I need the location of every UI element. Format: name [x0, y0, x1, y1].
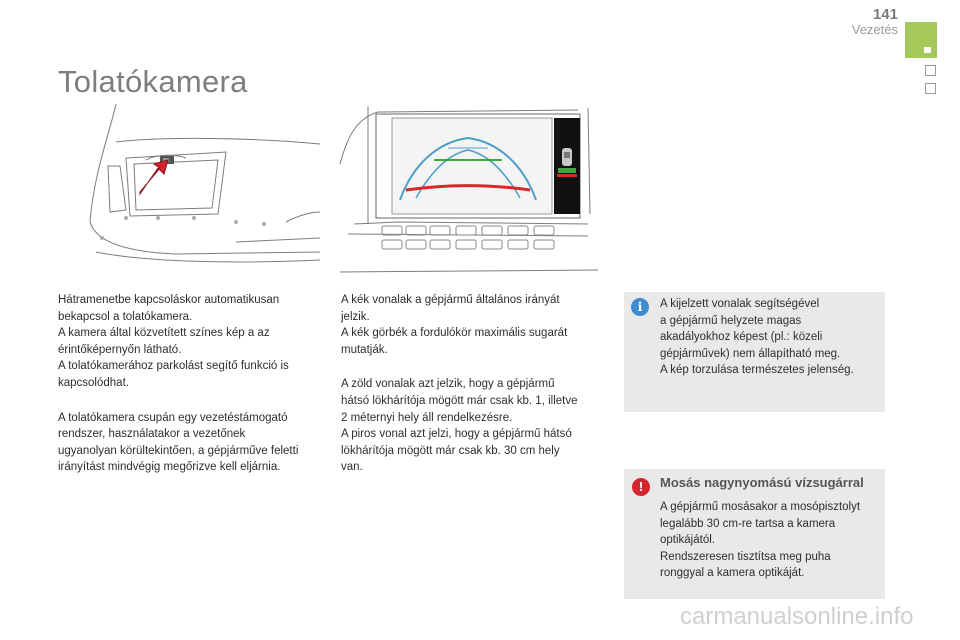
text-line: A kamera által közvetített színes kép a az [58, 327, 270, 340]
info-text [660, 296, 880, 379]
chapter-tab [905, 22, 937, 58]
watermark: carmanualsonline.info [680, 603, 914, 630]
text-line: rendszer, használatakor a vezetőnek [58, 428, 246, 441]
text-line: optikájától. [660, 534, 715, 547]
text-line: A kék görbék a fordulókör maximális sugarát [341, 327, 568, 340]
arrow-icon [140, 160, 168, 194]
text-line: bekapcsol a tolatókamera. [58, 310, 193, 323]
car-rear-camera-illustration [86, 102, 320, 278]
text-line: legalább 30 cm-re tartsa a kamera [660, 517, 836, 530]
text-line: A kék vonalak a gépjármű általános irányát [341, 294, 560, 306]
text-line: A tolatókamerához parkolást segítő funkció is [58, 360, 289, 373]
text-line: ugyanolyan körültekintően, a gépjárműve feletti [58, 444, 299, 457]
left-column [58, 292, 320, 476]
middle-paragraph-1 [341, 292, 603, 358]
text-line: A tolatókamera csupán egy vezetéstámogató [58, 411, 288, 424]
text-line: A kijelzett vonalak segítségével [660, 298, 820, 310]
middle-column [341, 292, 603, 476]
text-line: A piros vonal azt jelzi, hogy a gépjármű hátsó [341, 428, 572, 441]
text-line: Rendszeresen tisztítsa meg puha [660, 550, 831, 563]
reversing-screen-illustration [338, 104, 600, 280]
text-line: gépjárművek) nem állapítható meg. [660, 347, 841, 360]
section-name: Vezetés [851, 22, 898, 37]
text-line: A kép torzulása természetes jelenség. [660, 364, 854, 377]
left-paragraph-2 [58, 410, 320, 476]
empty-square-icon [925, 65, 936, 76]
text-line: irányítást mindvégig megőrizve kell eljárnia. [58, 461, 281, 474]
text-line: mutatják. [341, 343, 388, 356]
left-paragraph-1 [58, 292, 320, 392]
middle-paragraph-2 [341, 376, 603, 476]
text-line: A zöld vonalak azt jelzik, hogy a gépjármű [341, 378, 555, 391]
text-line: érintőképernyőn látható. [58, 343, 182, 356]
text-line: 2 méternyi hely áll rendelkezésre. [341, 411, 513, 424]
text-line: akadályokhoz képest (pl.: közeli [660, 331, 823, 344]
text-line: Hátramenetbe kapcsoláskor automatikusan [58, 294, 280, 306]
warning-icon: ! [632, 478, 650, 496]
info-box [624, 292, 885, 412]
page-title: Tolatókamera [58, 64, 248, 99]
tab-marker-icon [924, 47, 931, 53]
text-line: van. [341, 461, 363, 474]
warning-text [660, 499, 882, 582]
text-line: hátsó lökhárítója mögött már csak kb. 1, illetve [341, 394, 578, 407]
warning-title: Mosás nagynyomású vízsugárral [660, 475, 864, 490]
empty-square-icon [925, 83, 936, 94]
warning-box [624, 469, 885, 599]
text-line: kapcsolódhat. [58, 376, 129, 389]
info-icon: i [631, 298, 649, 316]
text-line: ronggyal a kamera optikáját. [660, 567, 805, 580]
text-line: lökhárítója mögött már csak kb. 30 cm hely [341, 444, 560, 457]
page-number: 141 [872, 6, 898, 23]
text-line: jelzik. [341, 310, 370, 323]
text-line: A gépjármű mosásakor a mosópisztolyt [660, 501, 861, 513]
text-line: a gépjármű helyzete magas [660, 314, 802, 327]
